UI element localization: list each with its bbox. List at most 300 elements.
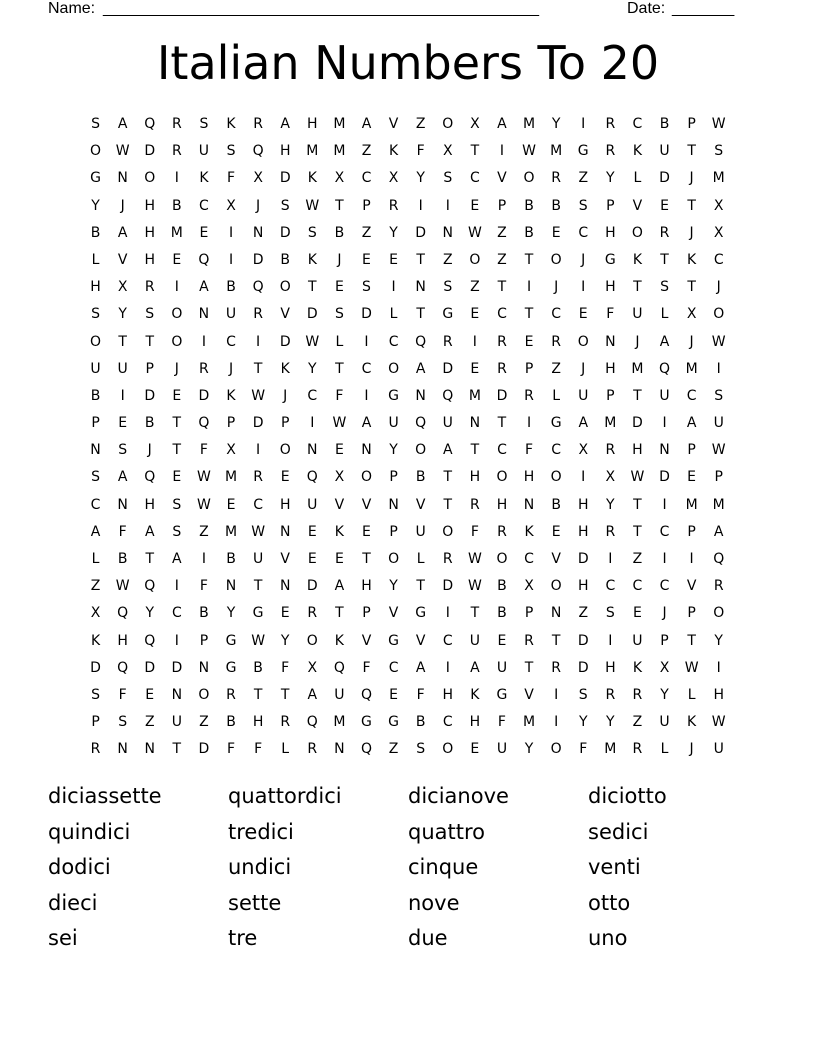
grid-letter: I bbox=[445, 605, 450, 622]
grid-letter: R bbox=[497, 360, 507, 377]
grid-letter: R bbox=[171, 116, 182, 132]
grid-letter: O bbox=[90, 333, 102, 350]
grid-letter: R bbox=[307, 605, 318, 622]
word-bank-item: dieci bbox=[48, 890, 98, 915]
grid-letter: W bbox=[684, 659, 699, 676]
grid-letter: J bbox=[554, 279, 559, 296]
word-search-grid bbox=[82, 111, 733, 764]
grid-letter: Y bbox=[118, 306, 127, 323]
grid-letter: W bbox=[251, 387, 266, 404]
grid-letter: X bbox=[307, 659, 318, 676]
grid-letter: V bbox=[524, 686, 534, 703]
grid-row bbox=[82, 247, 733, 274]
grid-letter: U bbox=[659, 143, 670, 160]
grid-letter: J bbox=[120, 197, 125, 214]
grid-letter: T bbox=[660, 251, 669, 268]
grid-row bbox=[82, 138, 733, 165]
grid-letter: B bbox=[415, 714, 426, 731]
grid-letter: R bbox=[171, 143, 182, 160]
grid-letter: A bbox=[361, 415, 372, 432]
grid-letter: C bbox=[171, 605, 182, 622]
grid-letter: R bbox=[144, 279, 155, 296]
grid-letter: Z bbox=[415, 116, 426, 132]
grid-letter: Q bbox=[117, 659, 129, 676]
grid-letter: P bbox=[687, 605, 696, 622]
grid-letter: S bbox=[605, 605, 615, 622]
grid-letter: M bbox=[712, 170, 725, 187]
grid-letter: B bbox=[226, 279, 236, 296]
grid-letter: C bbox=[361, 360, 372, 377]
grid-letter: O bbox=[442, 523, 454, 540]
grid-letter: I bbox=[228, 251, 234, 268]
grid-letter: E bbox=[551, 523, 561, 540]
grid-letter: R bbox=[632, 686, 643, 703]
grid-letter: E bbox=[145, 686, 155, 703]
grid-letter: F bbox=[335, 387, 344, 404]
grid-letter: B bbox=[226, 714, 236, 731]
grid-letter: A bbox=[117, 116, 128, 132]
grid-letter: E bbox=[389, 251, 398, 268]
grid-letter: V bbox=[334, 496, 345, 513]
grid-letter: D bbox=[361, 306, 372, 323]
grid-letter: C bbox=[442, 714, 453, 731]
word-bank-item: cinque bbox=[408, 855, 479, 879]
grid-letter: E bbox=[172, 387, 182, 404]
grid-letter: S bbox=[714, 387, 724, 404]
grid-letter: E bbox=[389, 686, 398, 703]
grid-letter: E bbox=[307, 551, 317, 567]
grid-letter: T bbox=[172, 442, 182, 459]
grid-letter: C bbox=[632, 578, 643, 595]
grid-letter: U bbox=[496, 659, 508, 676]
grid-letter: T bbox=[416, 578, 425, 595]
grid-letter: T bbox=[443, 496, 453, 513]
grid-letter: T bbox=[551, 632, 561, 649]
grid-letter: C bbox=[497, 442, 507, 459]
grid-letter: Y bbox=[226, 605, 236, 622]
grid-letter: N bbox=[307, 442, 318, 459]
grid-letter: I bbox=[554, 714, 559, 731]
grid-letter: E bbox=[280, 605, 290, 622]
grid-letter: O bbox=[550, 741, 562, 758]
grid-letter: Y bbox=[416, 170, 425, 187]
grid-letter: D bbox=[252, 251, 264, 268]
grid-letter: P bbox=[362, 197, 371, 214]
grid-letter: O bbox=[279, 442, 291, 459]
grid-letter: K bbox=[90, 632, 101, 649]
grid-letter: G bbox=[442, 306, 454, 323]
grid-letter: W bbox=[332, 415, 347, 432]
grid-letter: T bbox=[145, 551, 155, 567]
grid-letter: G bbox=[415, 605, 427, 622]
grid-letter: O bbox=[469, 251, 481, 268]
page-title: Italian Numbers To 20 bbox=[156, 36, 660, 90]
grid-letter: Y bbox=[606, 496, 615, 513]
grid-letter: S bbox=[660, 279, 669, 296]
grid-letter: D bbox=[577, 659, 589, 676]
grid-letter: L bbox=[633, 170, 642, 187]
grid-letter: I bbox=[256, 442, 261, 459]
grid-letter: Q bbox=[117, 605, 129, 622]
grid-letter: W bbox=[711, 333, 726, 350]
grid-letter: A bbox=[117, 224, 128, 241]
grid-letter: I bbox=[174, 578, 179, 595]
grid-letter: Z bbox=[199, 714, 209, 731]
grid-letter: I bbox=[201, 333, 206, 350]
grid-letter: I bbox=[581, 279, 586, 296]
grid-letter: R bbox=[605, 143, 616, 160]
grid-letter: D bbox=[442, 578, 454, 595]
grid-letter: F bbox=[497, 714, 506, 731]
grid-letter: B bbox=[117, 551, 128, 567]
grid-letter: X bbox=[686, 306, 697, 323]
grid-letter: W bbox=[305, 333, 320, 350]
grid-letter: I bbox=[228, 224, 234, 241]
grid-letter: U bbox=[442, 415, 453, 432]
grid-letter: E bbox=[578, 306, 588, 323]
grid-letter: O bbox=[550, 251, 562, 268]
grid-letter: R bbox=[253, 306, 263, 323]
grid-letter: Q bbox=[144, 632, 156, 649]
word-bank-item: quattordici bbox=[228, 784, 342, 808]
grid-letter: L bbox=[687, 686, 696, 703]
grid-letter: B bbox=[253, 659, 263, 676]
grid-letter: S bbox=[280, 197, 290, 214]
grid-letter: I bbox=[662, 551, 667, 567]
grid-letter: X bbox=[226, 442, 236, 459]
name-blank-line: _________________________________________________ bbox=[103, 0, 540, 17]
grid-row bbox=[82, 301, 733, 328]
grid-letter: D bbox=[577, 551, 589, 567]
grid-letter: M bbox=[224, 523, 238, 540]
grid-letter: I bbox=[174, 279, 179, 296]
grid-letter: T bbox=[253, 686, 263, 703]
grid-letter: H bbox=[605, 224, 616, 241]
grid-letter: Z bbox=[144, 714, 155, 731]
grid-letter: E bbox=[280, 469, 290, 486]
grid-letter: F bbox=[118, 523, 127, 540]
grid-letter: F bbox=[226, 170, 236, 187]
grid-letter: N bbox=[117, 741, 128, 758]
grid-letter: I bbox=[174, 632, 179, 649]
grid-letter: V bbox=[415, 496, 426, 513]
grid-letter: W bbox=[251, 632, 266, 649]
grid-letter: Y bbox=[91, 197, 100, 214]
word-bank-item: otto bbox=[588, 890, 631, 915]
grid-row bbox=[82, 383, 733, 410]
grid-letter: R bbox=[280, 714, 291, 731]
grid-letter: F bbox=[525, 442, 534, 459]
grid-letter: F bbox=[199, 578, 208, 595]
grid-row bbox=[82, 546, 733, 573]
grid-letter: H bbox=[523, 469, 535, 486]
grid-letter: N bbox=[198, 659, 210, 676]
grid-letter: F bbox=[416, 143, 425, 160]
grid-letter: J bbox=[635, 333, 640, 350]
grid-letter: F bbox=[416, 686, 425, 703]
grid-letter: O bbox=[90, 143, 102, 160]
grid-letter: K bbox=[470, 686, 480, 703]
grid-letter: A bbox=[497, 116, 507, 132]
grid-letter: H bbox=[469, 469, 481, 486]
grid-letter: K bbox=[307, 170, 317, 187]
grid-letter: A bbox=[144, 523, 155, 540]
grid-letter: U bbox=[469, 632, 480, 649]
grid-letter: T bbox=[335, 360, 344, 377]
grid-letter: I bbox=[662, 496, 667, 513]
grid-letter: S bbox=[226, 143, 236, 160]
grid-letter: Z bbox=[578, 170, 589, 187]
grid-row bbox=[82, 329, 733, 356]
grid-letter: G bbox=[90, 170, 101, 187]
grid-letter: C bbox=[469, 170, 480, 187]
grid-letter: K bbox=[632, 251, 643, 268]
grid-letter: D bbox=[659, 170, 670, 187]
grid-letter: Y bbox=[389, 442, 398, 459]
grid-letter: D bbox=[198, 387, 210, 404]
grid-letter: Y bbox=[389, 224, 398, 241]
grid-letter: H bbox=[577, 578, 589, 595]
grid-letter: Z bbox=[361, 143, 372, 160]
grid-letter: I bbox=[174, 170, 179, 187]
grid-letter: W bbox=[522, 143, 536, 160]
grid-letter: S bbox=[307, 224, 317, 241]
grid-letter: M bbox=[333, 116, 346, 132]
grid-letter: P bbox=[145, 360, 154, 377]
grid-letter: I bbox=[716, 659, 721, 676]
grid-letter: Z bbox=[551, 360, 561, 377]
grid-letter: V bbox=[361, 632, 372, 649]
grid-letter: P bbox=[687, 116, 696, 132]
grid-letter: N bbox=[605, 333, 616, 350]
grid-letter: Y bbox=[660, 686, 669, 703]
grid-letter: Z bbox=[497, 251, 507, 268]
grid-letter: Q bbox=[144, 116, 156, 132]
grid-letter: T bbox=[280, 686, 290, 703]
grid-letter: P bbox=[497, 197, 507, 214]
grid-letter: N bbox=[415, 387, 426, 404]
grid-letter: C bbox=[90, 496, 101, 513]
grid-letter: S bbox=[578, 197, 588, 214]
grid-letter: H bbox=[279, 143, 291, 160]
grid-letter: H bbox=[144, 251, 155, 268]
grid-letter: S bbox=[199, 116, 209, 132]
grid-letter: D bbox=[577, 632, 589, 649]
grid-letter: W bbox=[305, 197, 320, 214]
grid-letter: U bbox=[713, 415, 724, 432]
grid-letter: N bbox=[117, 496, 128, 513]
grid-letter: T bbox=[362, 551, 371, 567]
date-label: Date: bbox=[627, 0, 666, 17]
grid-letter: O bbox=[171, 306, 183, 323]
grid-letter: A bbox=[578, 415, 589, 432]
grid-letter: R bbox=[226, 686, 236, 703]
grid-letter: J bbox=[716, 279, 721, 296]
grid-letter: U bbox=[252, 551, 264, 567]
grid-letter: I bbox=[310, 415, 315, 432]
grid-letter: S bbox=[172, 523, 182, 540]
grid-letter: W bbox=[711, 116, 726, 132]
grid-letter: Q bbox=[198, 415, 210, 432]
grid-letter: A bbox=[199, 279, 209, 296]
grid-letter: U bbox=[307, 496, 318, 513]
grid-letter: O bbox=[713, 306, 725, 323]
grid-letter: I bbox=[581, 469, 586, 486]
grid-letter: T bbox=[633, 279, 642, 296]
grid-letter: V bbox=[686, 578, 697, 595]
grid-letter: N bbox=[144, 741, 155, 758]
grid-letter: G bbox=[361, 714, 372, 731]
grid-letter: R bbox=[551, 333, 561, 350]
grid-letter: H bbox=[361, 578, 372, 595]
grid-letter: D bbox=[279, 224, 291, 241]
grid-letter: T bbox=[470, 442, 480, 459]
grid-letter: N bbox=[523, 496, 535, 513]
grid-letter: E bbox=[307, 523, 317, 540]
grid-letter: A bbox=[90, 523, 101, 540]
grid-letter: E bbox=[470, 741, 480, 758]
grid-row bbox=[82, 600, 733, 627]
grid-letter: D bbox=[90, 659, 101, 676]
grid-letter: P bbox=[199, 632, 209, 649]
grid-letter: N bbox=[469, 415, 481, 432]
grid-row bbox=[82, 410, 733, 437]
grid-letter: S bbox=[416, 741, 426, 758]
word-bank-item: quattro bbox=[408, 819, 485, 844]
grid-letter: X bbox=[605, 469, 616, 486]
grid-letter: I bbox=[256, 333, 261, 350]
grid-letter: U bbox=[334, 686, 345, 703]
grid-letter: E bbox=[362, 251, 371, 268]
grid-letter: Y bbox=[145, 605, 155, 622]
grid-letter: T bbox=[470, 143, 480, 160]
grid-letter: M bbox=[306, 143, 319, 160]
grid-letter: H bbox=[577, 496, 589, 513]
grid-letter: H bbox=[279, 496, 291, 513]
grid-letter: O bbox=[388, 360, 400, 377]
grid-letter: S bbox=[118, 442, 128, 459]
grid-letter: T bbox=[633, 496, 642, 513]
grid-row bbox=[82, 736, 733, 763]
grid-letter: M bbox=[468, 387, 481, 404]
grid-letter: Q bbox=[360, 741, 372, 758]
grid-letter: Q bbox=[144, 578, 156, 595]
grid-letter: O bbox=[577, 333, 589, 350]
grid-letter: Z bbox=[388, 741, 399, 758]
grid-letter: R bbox=[442, 551, 453, 567]
grid-letter: I bbox=[418, 197, 423, 214]
word-bank-item: uno bbox=[588, 926, 628, 950]
grid-letter: Q bbox=[713, 551, 725, 567]
grid-letter: B bbox=[524, 224, 534, 241]
grid-letter: A bbox=[415, 659, 426, 676]
grid-letter: B bbox=[497, 578, 507, 595]
grid-letter: J bbox=[689, 170, 694, 187]
grid-letter: V bbox=[361, 496, 372, 513]
grid-letter: W bbox=[630, 469, 645, 486]
grid-letter: O bbox=[306, 632, 318, 649]
grid-letter: L bbox=[416, 551, 425, 567]
grid-letter: R bbox=[253, 116, 263, 132]
grid-letter: X bbox=[470, 116, 480, 132]
grid-letter: R bbox=[90, 741, 101, 758]
grid-letter: R bbox=[199, 360, 209, 377]
grid-letter: L bbox=[91, 251, 100, 268]
word-bank-item: quindici bbox=[48, 819, 131, 844]
name-label: Name: bbox=[48, 0, 96, 17]
grid-letter: X bbox=[90, 605, 101, 622]
grid-row bbox=[82, 220, 733, 247]
grid-letter: N bbox=[225, 578, 237, 595]
grid-letter: D bbox=[306, 578, 318, 595]
grid-letter: B bbox=[172, 197, 182, 214]
grid-letter: T bbox=[443, 469, 453, 486]
grid-letter: M bbox=[523, 116, 536, 132]
grid-letter: O bbox=[550, 469, 562, 486]
grid-letter: E bbox=[470, 306, 480, 323]
grid-letter: Q bbox=[415, 415, 427, 432]
grid-letter: D bbox=[144, 659, 156, 676]
grid-letter: Q bbox=[198, 251, 210, 268]
grid-letter: I bbox=[120, 387, 125, 404]
grid-letter: E bbox=[470, 360, 480, 377]
grid-letter: U bbox=[388, 415, 399, 432]
grid-letter: C bbox=[551, 442, 562, 459]
grid-letter: T bbox=[253, 360, 263, 377]
grid-letter: A bbox=[334, 578, 345, 595]
grid-letter: Z bbox=[578, 605, 589, 622]
grid-letter: B bbox=[497, 605, 507, 622]
grid-letter: S bbox=[91, 306, 100, 323]
grid-letter: E bbox=[172, 469, 182, 486]
grid-letter: M bbox=[523, 714, 536, 731]
grid-letter: B bbox=[90, 224, 101, 241]
grid-letter: I bbox=[364, 387, 369, 404]
grid-letter: I bbox=[445, 659, 450, 676]
grid-letter: W bbox=[197, 469, 211, 486]
grid-letter: R bbox=[605, 442, 616, 459]
grid-letter: D bbox=[442, 360, 454, 377]
grid-letter: E bbox=[199, 224, 209, 241]
grid-letter: R bbox=[605, 116, 616, 132]
grid-letter: W bbox=[251, 523, 266, 540]
grid-letter: X bbox=[253, 170, 263, 187]
grid-letter: J bbox=[662, 605, 667, 622]
grid-letter: R bbox=[497, 523, 507, 540]
grid-letter: G bbox=[388, 387, 399, 404]
grid-row bbox=[82, 193, 733, 220]
grid-letter: T bbox=[687, 197, 696, 214]
date-blank-line: _______ bbox=[672, 0, 735, 17]
grid-letter: T bbox=[335, 197, 344, 214]
grid-letter: C bbox=[388, 333, 399, 350]
grid-letter: N bbox=[659, 442, 670, 459]
word-bank-item: tre bbox=[228, 926, 258, 950]
grid-letter: H bbox=[577, 523, 589, 540]
grid-letter: W bbox=[467, 551, 482, 567]
grid-letter: J bbox=[689, 224, 694, 241]
grid-letter: I bbox=[554, 686, 559, 703]
grid-letter: W bbox=[467, 578, 482, 595]
grid-letter: P bbox=[687, 442, 696, 459]
grid-letter: Y bbox=[280, 632, 290, 649]
grid-letter: E bbox=[524, 333, 534, 350]
word-bank-item: undici bbox=[228, 855, 292, 879]
grid-letter: R bbox=[253, 469, 263, 486]
grid-letter: E bbox=[334, 551, 344, 567]
grid-letter: U bbox=[198, 143, 210, 160]
grid-letter: E bbox=[118, 415, 128, 432]
